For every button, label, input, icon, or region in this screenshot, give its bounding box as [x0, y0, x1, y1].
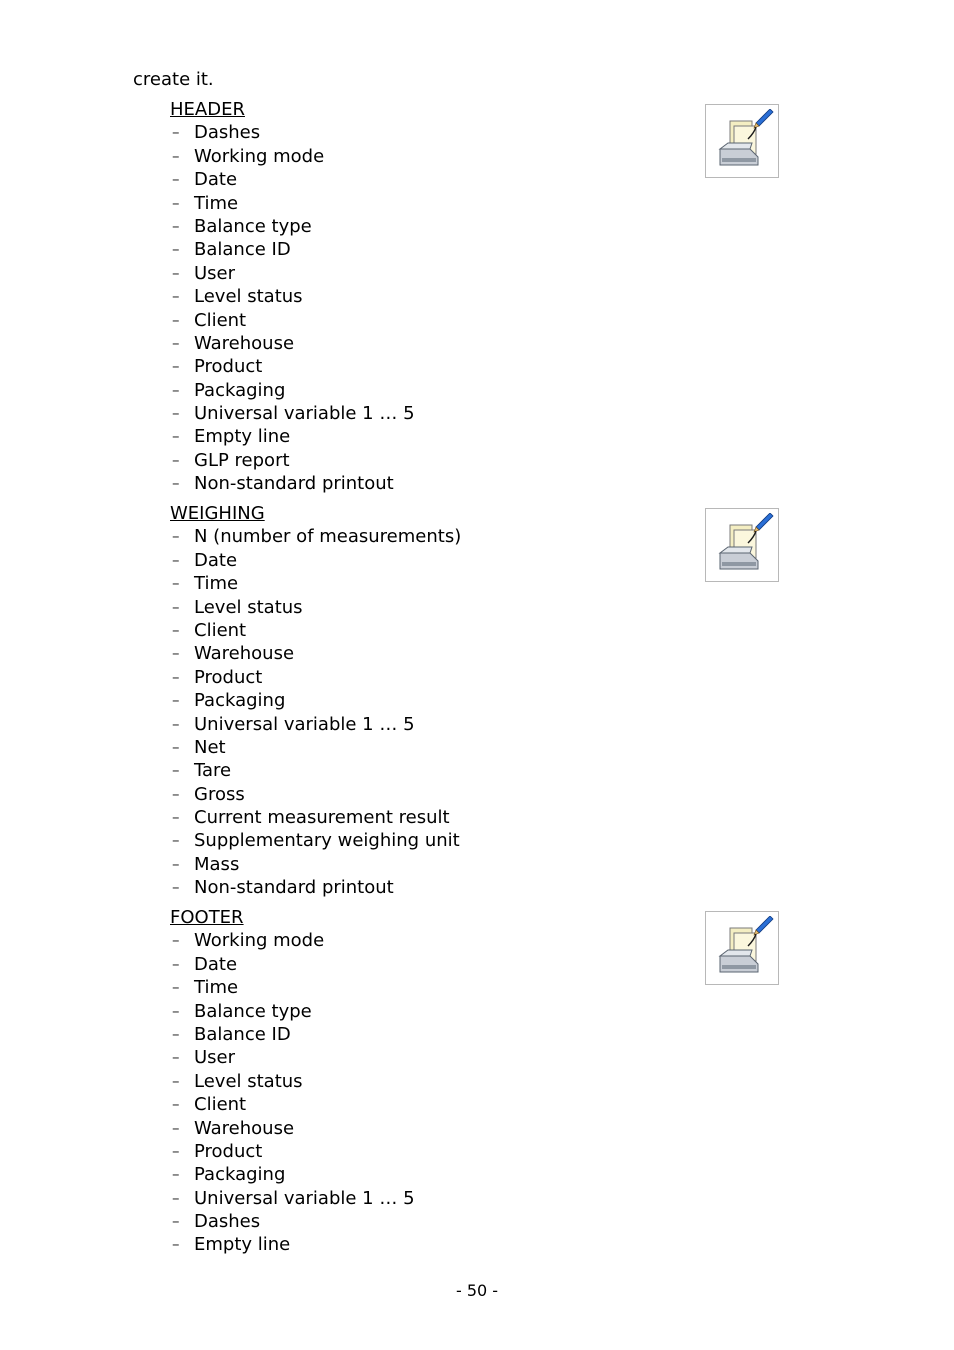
list-item: – Client [172, 309, 247, 331]
list-item: – Balance type [172, 215, 312, 237]
section-footer [170, 906, 415, 1257]
list-item: – Time [172, 573, 239, 595]
list-item: – Level status [172, 286, 303, 308]
list-item: – Universal variable 1 … 5 [172, 403, 415, 425]
list-item: – Current measurement result [172, 807, 450, 829]
section-weighing [170, 502, 461, 900]
list-item: – Balance ID [172, 1023, 291, 1045]
list-item: – Universal variable 1 … 5 [172, 713, 415, 735]
list-item: – Level status [172, 1070, 303, 1092]
list-item: – Product [172, 1140, 263, 1162]
list-item: – Level status [172, 596, 303, 618]
list-item: – Supplementary weighing unit [172, 830, 460, 852]
item-list [170, 525, 461, 899]
page-number: - 50 - [455, 1281, 499, 1300]
list-item: – User [172, 262, 236, 284]
list-item: – Packaging [172, 690, 286, 712]
list-item: – Date [172, 549, 238, 571]
list-item: – Time [172, 192, 239, 214]
list-item: – Client [172, 1094, 247, 1116]
list-item: – Product [172, 356, 263, 378]
list-item: – Balance type [172, 1000, 312, 1022]
list-item: – Date [172, 953, 238, 975]
list-item: – Working mode [172, 145, 325, 167]
list-item: – Dashes [172, 1211, 261, 1233]
printout-edit-icon [705, 911, 779, 985]
section-header [170, 98, 415, 496]
list-item: – Balance ID [172, 239, 291, 261]
list-item: – Mass [172, 853, 240, 875]
list-item: – Empty line [172, 426, 291, 448]
list-item: – Empty line [172, 1234, 291, 1256]
list-item: – Warehouse [172, 1117, 295, 1139]
list-item: – N (number of measurements) [172, 526, 462, 548]
list-item: – Time [172, 977, 239, 999]
item-list [170, 121, 415, 495]
intro-text: create it. [133, 69, 214, 90]
list-item: – Packaging [172, 1164, 286, 1186]
list-item: – Product [172, 666, 263, 688]
list-item: – Universal variable 1 … 5 [172, 1187, 415, 1209]
item-list [170, 929, 415, 1256]
list-item: – Net [172, 736, 226, 758]
list-item: – Gross [172, 783, 245, 805]
list-item: – Non-standard printout [172, 473, 394, 495]
list-item: – Working mode [172, 930, 325, 952]
printout-edit-icon [705, 508, 779, 582]
section-title: FOOTER [170, 907, 244, 928]
section-title: HEADER [170, 99, 245, 120]
list-item: – GLP report [172, 449, 290, 471]
list-item: – Dashes [172, 122, 261, 144]
list-item: – Warehouse [172, 643, 295, 665]
list-item: – Warehouse [172, 332, 295, 354]
list-item: – Packaging [172, 379, 286, 401]
list-item: – User [172, 1047, 236, 1069]
list-item: – Client [172, 619, 247, 641]
list-item: – Tare [172, 760, 232, 782]
section-title: WEIGHING [170, 503, 265, 524]
printout-edit-icon [705, 104, 779, 178]
list-item: – Date [172, 169, 238, 191]
list-item: – Non-standard printout [172, 877, 394, 899]
